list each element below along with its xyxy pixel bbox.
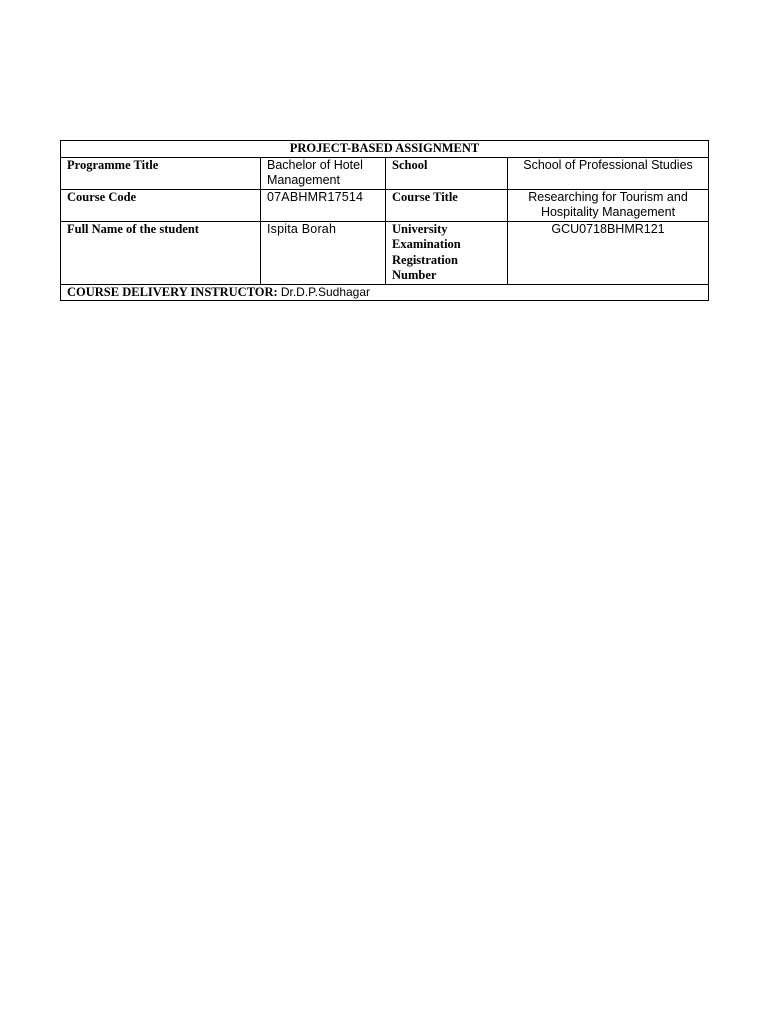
table-title-row xyxy=(61,141,709,158)
table-row xyxy=(61,189,709,221)
student-name-label: Full Name of the student xyxy=(61,221,261,284)
instructor-label: COURSE DELIVERY INSTRUCTOR: xyxy=(67,284,278,299)
table-row xyxy=(61,157,709,189)
instructor-cell xyxy=(61,284,709,301)
school-label: School xyxy=(386,157,508,189)
school-value: School of Professional Studies xyxy=(508,157,709,189)
table-row xyxy=(61,221,709,284)
instructor-name: Dr.D.P.Sudhagar xyxy=(280,284,371,299)
student-name-value: Ispita Borah xyxy=(261,221,386,284)
programme-title-label: Programme Title xyxy=(61,157,261,189)
registration-number-value: GCU0718BHMR121 xyxy=(508,221,709,284)
instructor-row xyxy=(61,284,709,301)
course-title-label: Course Title xyxy=(386,189,508,221)
registration-number-label: University Examination Registration Number xyxy=(386,221,508,284)
course-title-value: Researching for Tourism and Hospitality Management xyxy=(508,189,709,221)
course-code-label: Course Code xyxy=(61,189,261,221)
table-title: PROJECT-BASED ASSIGNMENT xyxy=(61,141,709,158)
course-code-value: 07ABHMR17514 xyxy=(261,189,386,221)
assignment-info-table xyxy=(60,140,709,301)
programme-title-value: Bachelor of Hotel Management xyxy=(261,157,386,189)
